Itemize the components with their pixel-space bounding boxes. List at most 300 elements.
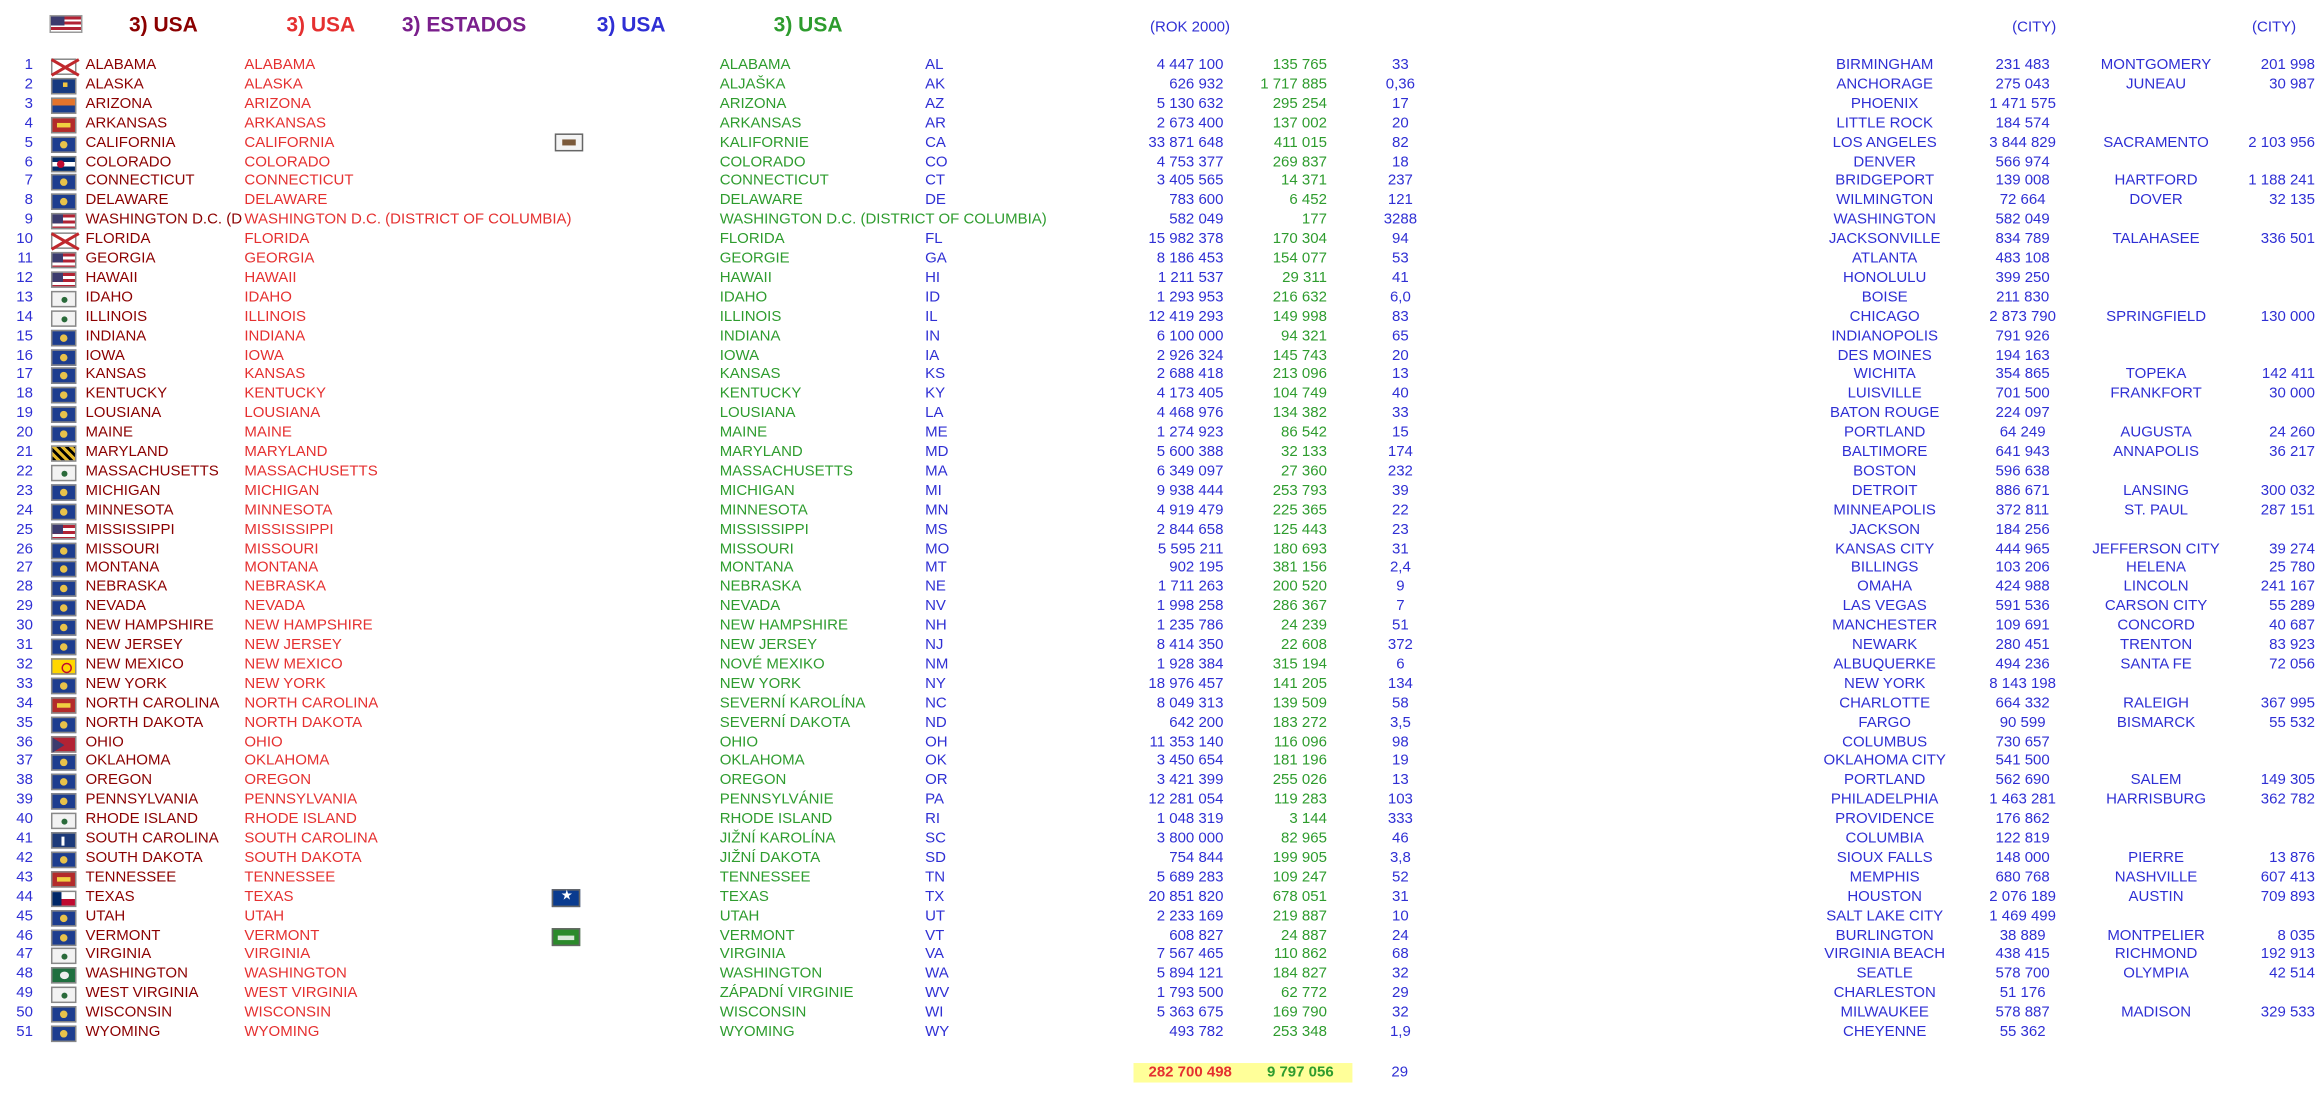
state-density: 33 <box>1392 405 1409 422</box>
capital-pop: 142 411 <box>2261 366 2315 383</box>
state-area: 200 520 <box>1272 579 1327 596</box>
washington-flag-icon <box>51 968 76 984</box>
state-density: 18 <box>1392 153 1409 171</box>
largest-city-pop: 64 249 <box>1999 424 2046 441</box>
state-density: 31 <box>1392 540 1409 558</box>
state-area: 255 026 <box>1272 772 1327 790</box>
state-abbr: NE <box>925 579 946 596</box>
state-area: 141 205 <box>1272 675 1327 693</box>
arkansas-flag-icon <box>51 116 76 132</box>
row-number: 20 <box>16 424 33 441</box>
state-population: 4 173 405 <box>1156 385 1224 403</box>
state-population: 493 782 <box>1169 1024 1224 1041</box>
capital-pop: 30 000 <box>2269 385 2315 403</box>
state-name-en: GEORGIA <box>85 250 156 267</box>
state-density: 13 <box>1392 366 1409 383</box>
state-name-cz: NEBRASKA <box>719 579 802 596</box>
header-usa-4: 3) USA <box>773 11 843 36</box>
state-area: 14 371 <box>1281 173 1327 190</box>
row-number: 32 <box>16 656 33 674</box>
state-area: 169 790 <box>1272 1004 1327 1022</box>
state-abbr: WV <box>925 985 950 1002</box>
state-abbr: KS <box>925 366 946 383</box>
state-population: 4 919 479 <box>1156 501 1224 519</box>
state-name-cz: CONNECTICUT <box>719 173 829 190</box>
state-population: 4 447 100 <box>1156 56 1224 74</box>
state-name-en: TEXAS <box>85 888 135 906</box>
state-population: 754 844 <box>1169 849 1224 867</box>
header-city-2: (CITY) <box>2252 19 2297 36</box>
capital-city: RALEIGH <box>2123 695 2189 712</box>
state-abbr: IL <box>925 308 938 325</box>
largest-city: CHARLESTON <box>1833 985 1936 1002</box>
largest-city-pop: 664 332 <box>1995 695 2050 712</box>
state-name-alt: NEW JERSEY <box>244 637 342 654</box>
state-abbr: UT <box>925 907 946 925</box>
state-density: 3,5 <box>1389 714 1411 732</box>
state-name-alt: PENNSYLVANIA <box>244 791 358 809</box>
rhode-island-flag-icon <box>51 813 76 829</box>
capital-city: AUSTIN <box>2128 888 2184 906</box>
state-name-cz: TEXAS <box>719 888 769 906</box>
state-name-en: MISSOURI <box>85 540 160 558</box>
largest-city: CHICAGO <box>1849 308 1920 325</box>
row-number: 4 <box>24 114 33 132</box>
state-name-cz: RHODE ISLAND <box>719 811 833 828</box>
state-density: 3288 <box>1383 211 1418 229</box>
state-abbr: MS <box>925 521 948 538</box>
state-density: 51 <box>1392 617 1409 635</box>
state-area: 1 717 885 <box>1260 76 1327 93</box>
pennsylvania-flag-icon <box>51 793 76 809</box>
state-population: 3 800 000 <box>1156 830 1224 848</box>
state-population: 5 894 121 <box>1156 966 1224 983</box>
state-name-alt: KANSAS <box>244 366 306 383</box>
vermont-green-flag-icon <box>552 928 580 946</box>
state-name-alt: WASHINGTON D.C. (DISTRICT OF COLUMBIA) <box>244 211 572 229</box>
largest-city: MINNEAPOLIS <box>1833 501 1936 519</box>
header-usa-2: 3) USA <box>286 11 356 36</box>
state-area: 180 693 <box>1272 540 1327 558</box>
missouri-flag-icon <box>51 542 76 558</box>
state-population: 8 414 350 <box>1156 637 1224 654</box>
row-number: 38 <box>16 772 33 790</box>
capital-city: JEFFERSON CITY <box>2092 540 2220 558</box>
state-density: 3,8 <box>1389 849 1411 867</box>
state-name-cz: ARKANSAS <box>719 114 802 132</box>
largest-city: BOISE <box>1861 289 1908 306</box>
state-name-en: COLORADO <box>85 153 172 171</box>
illinois-flag-icon <box>51 310 76 326</box>
row-number: 33 <box>16 675 33 693</box>
state-name-en: WISCONSIN <box>85 1004 173 1022</box>
largest-city: PORTLAND <box>1843 424 1926 441</box>
new-jersey-flag-icon <box>51 639 76 655</box>
total-area: 9 797 056 <box>1266 1064 1334 1082</box>
state-name-en: WASHINGTON <box>85 966 188 983</box>
largest-city: SEATLE <box>1856 966 1913 983</box>
largest-city: LUISVILLE <box>1847 385 1922 403</box>
largest-city: COLUMBUS <box>1842 733 1928 751</box>
state-name-alt: KENTUCKY <box>244 385 327 403</box>
capital-city: CARSON CITY <box>2104 598 2208 616</box>
state-population: 6 100 000 <box>1156 327 1224 345</box>
state-name-cz: JIŽNÍ DAKOTA <box>719 849 821 867</box>
state-name-alt: INDIANA <box>244 327 306 345</box>
largest-city-pop: 399 250 <box>1995 269 2050 287</box>
state-name-en: VERMONT <box>85 927 161 944</box>
capital-pop: 30 987 <box>2269 76 2315 93</box>
state-density: 29 <box>1392 985 1409 1002</box>
state-area: 134 382 <box>1272 405 1327 422</box>
row-number: 49 <box>16 985 33 1002</box>
largest-city: DES MOINES <box>1837 347 1932 364</box>
kentucky-flag-icon <box>51 387 76 403</box>
mississippi-flag-icon <box>51 523 76 539</box>
largest-city: WASHINGTON <box>1833 211 1936 229</box>
state-abbr: CA <box>925 134 946 151</box>
state-name-en: SOUTH CAROLINA <box>85 830 219 848</box>
connecticut-flag-icon <box>51 175 76 191</box>
largest-city-pop: 541 500 <box>1995 753 2050 770</box>
state-density: 46 <box>1392 830 1409 848</box>
capital-city: HARTFORD <box>2114 173 2198 190</box>
state-density: 32 <box>1392 966 1409 983</box>
wisconsin-flag-icon <box>51 1006 76 1022</box>
state-population: 1 274 923 <box>1156 424 1224 441</box>
row-number: 22 <box>16 463 33 480</box>
largest-city: OMAHA <box>1857 579 1913 596</box>
largest-city-pop: 1 469 499 <box>1989 907 2056 925</box>
state-name-en: DELAWARE <box>85 192 169 209</box>
capital-pop: 149 305 <box>2260 772 2315 790</box>
state-density: 23 <box>1392 521 1409 538</box>
state-name-alt: ARIZONA <box>244 95 312 113</box>
state-density: 13 <box>1392 772 1409 790</box>
state-name-en: PENNSYLVANIA <box>85 791 199 809</box>
capital-city: FRANKFORT <box>2110 385 2202 403</box>
state-name-alt: MONTANA <box>244 559 319 577</box>
state-abbr: IN <box>925 327 941 345</box>
state-population: 582 049 <box>1169 211 1224 229</box>
largest-city: NEWARK <box>1852 637 1918 654</box>
state-population: 1 293 953 <box>1156 289 1224 306</box>
state-area: 170 304 <box>1272 231 1327 248</box>
header-estados: 3) ESTADOS <box>401 11 527 36</box>
state-density: 33 <box>1392 56 1409 74</box>
state-name-alt: MAINE <box>244 424 292 441</box>
state-name-cz: NOVÉ MEXIKO <box>719 656 825 674</box>
arizona-flag-icon <box>51 97 76 113</box>
state-name-cz: SEVERNÍ KAROLÍNA <box>719 695 866 712</box>
capital-pop: 32 135 <box>2269 192 2315 209</box>
capital-pop: 362 782 <box>2260 791 2315 809</box>
state-name-alt: VERMONT <box>244 927 320 944</box>
state-density: 121 <box>1387 192 1413 209</box>
largest-city-pop: 280 451 <box>1995 637 2050 654</box>
state-area: 183 272 <box>1272 714 1327 732</box>
largest-city: BOSTON <box>1853 463 1917 480</box>
capital-pop: 40 687 <box>2269 617 2315 635</box>
state-name-cz: IDAHO <box>719 289 768 306</box>
state-density: 103 <box>1387 791 1413 809</box>
row-number: 18 <box>16 385 33 403</box>
state-population: 4 753 377 <box>1156 153 1224 171</box>
state-name-alt: MISSISSIPPI <box>244 521 334 538</box>
largest-city-pop: 791 926 <box>1995 327 2050 345</box>
row-number: 12 <box>16 269 33 287</box>
capital-city: ANNAPOLIS <box>2113 443 2199 461</box>
state-density: 7 <box>1396 598 1405 616</box>
row-number: 3 <box>24 95 33 113</box>
state-name-en: UTAH <box>85 907 126 925</box>
header-usa-1: 3) USA <box>128 11 198 36</box>
row-number: 40 <box>16 811 33 828</box>
largest-city: MILWAUKEE <box>1840 1004 1929 1022</box>
state-name-cz: GEORGIE <box>719 250 790 267</box>
state-name-cz: JIŽNÍ KAROLÍNA <box>719 830 836 848</box>
row-number: 42 <box>16 849 33 867</box>
state-name-alt: ARKANSAS <box>244 114 327 132</box>
new-mexico-flag-icon <box>51 658 76 674</box>
new-hampshire-flag-icon <box>51 619 76 635</box>
state-abbr: OR <box>925 772 948 790</box>
state-population: 1 048 319 <box>1156 811 1224 828</box>
capital-city: SPRINGFIELD <box>2106 308 2207 325</box>
row-number: 35 <box>16 714 33 732</box>
state-abbr: AZ <box>925 95 945 113</box>
largest-city: ANCHORAGE <box>1836 76 1933 93</box>
largest-city: OKLAHOMA CITY <box>1823 753 1946 770</box>
state-abbr: WI <box>925 1004 944 1022</box>
capital-pop: 300 032 <box>2260 482 2315 499</box>
state-population: 2 233 169 <box>1156 907 1224 925</box>
largest-city-pop: 90 599 <box>1999 714 2046 732</box>
state-area: 137 002 <box>1272 114 1327 132</box>
state-name-cz: ARIZONA <box>719 95 787 113</box>
state-area: 145 743 <box>1272 347 1327 364</box>
row-number: 37 <box>16 753 33 770</box>
state-abbr: HI <box>925 269 941 287</box>
state-area: 295 254 <box>1272 95 1327 113</box>
state-name-cz: IOWA <box>719 347 760 364</box>
state-name-cz: ILLINOIS <box>719 308 782 325</box>
state-area: 139 509 <box>1272 695 1327 712</box>
nevada-flag-icon <box>51 600 76 616</box>
largest-city: LITTLE ROCK <box>1836 114 1934 132</box>
state-name-en: LOUSIANA <box>85 405 162 422</box>
state-population: 3 421 399 <box>1156 772 1224 790</box>
header-usa-3: 3) USA <box>596 11 666 36</box>
largest-city: DENVER <box>1853 153 1916 171</box>
row-number: 51 <box>16 1024 33 1041</box>
header-city-1: (CITY) <box>2012 19 2057 36</box>
largest-city: WILMINGTON <box>1836 192 1934 209</box>
state-population: 1 711 263 <box>1157 579 1224 596</box>
largest-city: KANSAS CITY <box>1835 540 1935 558</box>
state-abbr: NV <box>925 598 946 616</box>
state-name-cz: NEVADA <box>719 598 781 616</box>
state-name-alt: ALABAMA <box>244 56 316 74</box>
north-carolina-flag-icon <box>51 697 76 713</box>
state-abbr: VT <box>925 927 945 944</box>
michigan-flag-icon <box>51 484 76 500</box>
state-name-en: IDAHO <box>85 289 133 306</box>
state-area: 24 239 <box>1281 617 1327 635</box>
state-abbr: MT <box>925 559 947 577</box>
state-population: 2 844 658 <box>1156 521 1224 538</box>
state-abbr: VA <box>925 946 945 964</box>
state-name-alt: MISSOURI <box>244 540 319 558</box>
state-population: 11 353 140 <box>1149 733 1224 751</box>
state-population: 642 200 <box>1169 714 1224 732</box>
largest-city-pop: 122 819 <box>1995 830 2050 848</box>
state-area: 135 765 <box>1272 56 1327 74</box>
state-abbr: MN <box>925 501 949 519</box>
largest-city: INDIANOPOLIS <box>1831 327 1939 345</box>
largest-city: ATLANTA <box>1852 250 1918 267</box>
state-density: 6,0 <box>1389 289 1411 306</box>
state-name-alt: WEST VIRGINIA <box>244 985 358 1002</box>
state-name-en: ARIZONA <box>85 95 153 113</box>
largest-city: WICHITA <box>1853 366 1916 383</box>
capital-pop: 55 289 <box>2269 598 2315 616</box>
largest-city: MANCHESTER <box>1832 617 1938 635</box>
capital-pop: 25 780 <box>2269 559 2315 577</box>
state-density: 58 <box>1392 695 1409 712</box>
state-population: 7 567 465 <box>1156 946 1224 964</box>
largest-city-pop: 231 483 <box>1995 56 2050 74</box>
largest-city-pop: 494 236 <box>1995 656 2050 674</box>
maine-flag-icon <box>51 426 76 442</box>
state-name-cz: WASHINGTON D.C. (DISTRICT OF COLUMBIA) <box>719 211 1047 229</box>
largest-city: DETROIT <box>1851 482 1918 499</box>
largest-city-pop: 3 844 829 <box>1989 134 2056 151</box>
largest-city-pop: 596 638 <box>1995 463 2050 480</box>
state-area: 253 348 <box>1272 1024 1327 1041</box>
state-name-cz: MICHIGAN <box>719 482 795 499</box>
state-name-alt: CONNECTICUT <box>244 173 354 190</box>
largest-city-pop: 641 943 <box>1995 443 2050 461</box>
state-name-cz: FLORIDA <box>719 231 785 248</box>
state-density: 22 <box>1392 501 1409 519</box>
state-name-cz: ALJAŠKA <box>719 76 786 93</box>
state-density: 31 <box>1392 888 1409 906</box>
largest-city-pop: 109 691 <box>1995 617 2050 635</box>
state-name-en: CALIFORNIA <box>85 134 176 151</box>
state-name-cz: SEVERNÍ DAKOTA <box>719 714 851 732</box>
capital-city: ST. PAUL <box>2124 501 2188 519</box>
state-name-en: MISSISSIPPI <box>85 521 175 538</box>
state-population: 5 130 632 <box>1156 95 1224 113</box>
state-abbr: TX <box>925 888 945 906</box>
largest-city-pop: 438 415 <box>1995 946 2050 964</box>
state-abbr: NJ <box>925 637 944 654</box>
largest-city-pop: 72 664 <box>1999 192 2046 209</box>
state-name-alt: COLORADO <box>244 153 331 171</box>
state-name-en: NEBRASKA <box>85 579 168 596</box>
largest-city-pop: 566 974 <box>1995 153 2050 171</box>
row-number: 25 <box>16 521 33 538</box>
state-name-en: TENNESSEE <box>85 869 177 886</box>
capital-pop: 367 995 <box>2260 695 2315 712</box>
row-number: 31 <box>16 637 33 654</box>
state-name-alt: FLORIDA <box>244 231 310 248</box>
state-name-en: ARKANSAS <box>85 114 168 132</box>
capital-pop: 201 998 <box>2260 56 2315 74</box>
capital-pop: 83 923 <box>2269 637 2315 654</box>
state-name-en: HAWAII <box>85 269 138 287</box>
capital-pop: 1 188 241 <box>2248 173 2315 190</box>
state-area: 199 905 <box>1272 849 1327 867</box>
state-density: 333 <box>1387 811 1413 828</box>
state-population: 5 363 675 <box>1156 1004 1224 1022</box>
us-flag-icon <box>49 15 82 33</box>
largest-city: LAS VEGAS <box>1842 598 1927 616</box>
largest-city-pop: 176 862 <box>1995 811 2050 828</box>
state-name-en: NEW HAMPSHIRE <box>85 617 214 635</box>
state-name-alt: UTAH <box>244 907 285 925</box>
state-population: 6 349 097 <box>1156 463 1224 480</box>
state-name-cz: MASSACHUSETTS <box>719 463 853 480</box>
largest-city: COLUMBIA <box>1845 830 1924 848</box>
indiana-flag-icon <box>51 329 76 345</box>
state-name-cz: WISCONSIN <box>719 1004 807 1022</box>
largest-city-pop: 2 076 189 <box>1989 888 2056 906</box>
row-number: 27 <box>16 559 33 577</box>
state-abbr: DE <box>925 192 946 209</box>
state-name-cz: MINNESOTA <box>719 501 808 519</box>
row-number: 48 <box>16 966 33 983</box>
state-population: 1 998 258 <box>1156 598 1224 616</box>
state-population: 18 976 457 <box>1148 675 1224 693</box>
state-name-alt: NORTH DAKOTA <box>244 714 363 732</box>
state-population: 4 468 976 <box>1156 405 1224 422</box>
kansas-flag-icon <box>51 368 76 384</box>
minnesota-flag-icon <box>51 503 76 519</box>
capital-city: CONCORD <box>2117 617 2195 635</box>
delaware-flag-icon <box>51 194 76 210</box>
capital-pop: 24 260 <box>2269 424 2315 441</box>
state-density: 40 <box>1392 385 1409 403</box>
state-name-en: KANSAS <box>85 366 147 383</box>
capital-pop: 192 913 <box>2260 946 2315 964</box>
state-abbr: NC <box>925 695 947 712</box>
largest-city: BURLINGTON <box>1835 927 1934 944</box>
largest-city: BILLINGS <box>1850 559 1919 577</box>
largest-city: ALBUQUERKE <box>1833 656 1936 674</box>
state-density: 372 <box>1387 637 1413 654</box>
largest-city: SALT LAKE CITY <box>1826 907 1944 925</box>
largest-city-pop: 483 108 <box>1995 250 2050 267</box>
largest-city-pop: 886 671 <box>1995 482 2050 499</box>
state-name-alt: RHODE ISLAND <box>244 811 357 828</box>
state-density: 6 <box>1396 656 1405 674</box>
state-abbr: ND <box>925 714 947 732</box>
state-name-cz: INDIANA <box>719 327 781 345</box>
state-population: 5 600 388 <box>1156 443 1224 461</box>
wyoming-flag-icon <box>51 1026 76 1042</box>
capital-pop: 55 532 <box>2269 714 2315 732</box>
state-area: 253 793 <box>1272 482 1327 499</box>
largest-city-pop: 578 700 <box>1995 966 2050 983</box>
row-number: 2 <box>24 76 33 93</box>
state-name-alt: WYOMING <box>244 1024 320 1041</box>
state-area: 3 144 <box>1289 811 1327 828</box>
row-number: 34 <box>16 695 33 712</box>
row-number: 23 <box>16 482 33 499</box>
state-density: 232 <box>1387 463 1413 480</box>
